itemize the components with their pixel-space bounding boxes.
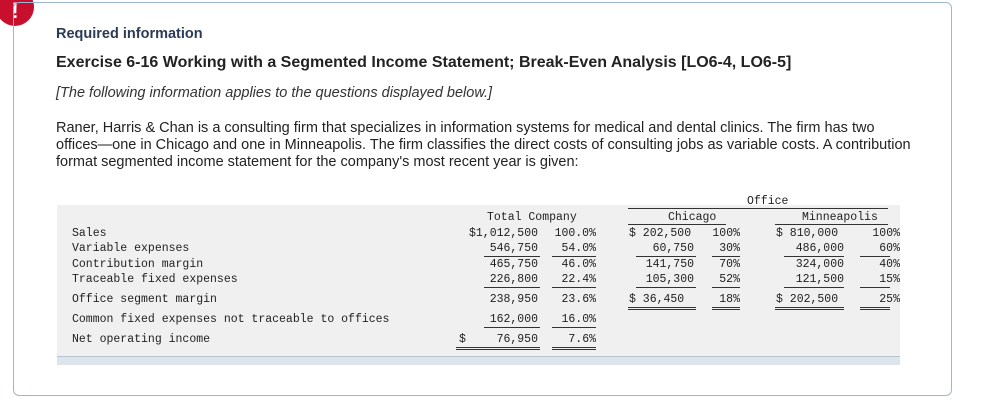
row-label: Common fixed expenses not traceable to offices <box>72 313 390 326</box>
total-percent: 16.0% <box>561 313 596 326</box>
exercise-title: Exercise 6-16 Working with a Segmented Income Statement; Break-Even Analysis [LO6-4, LO6-5] <box>56 54 792 71</box>
underline <box>552 287 596 288</box>
total-value: $1,012,500 <box>468 227 538 240</box>
total-percent: 100.0% <box>554 227 596 240</box>
minneapolis-value: 486,000 <box>795 242 844 255</box>
double-underline <box>712 309 740 310</box>
total-percent: 46.0% <box>561 258 596 271</box>
chicago-header: Chicago <box>668 211 717 224</box>
chicago-percent: 70% <box>719 258 740 271</box>
double-underline <box>712 307 740 308</box>
underline <box>784 287 844 288</box>
chicago-header-rule <box>628 224 726 225</box>
office-header-rule <box>628 208 888 209</box>
underline <box>636 287 696 288</box>
chicago-value: $ 202,500 <box>629 227 692 240</box>
row-label: Variable expenses <box>72 242 190 255</box>
minneapolis-header: Minneapolis <box>802 211 878 224</box>
double-underline <box>456 349 540 350</box>
minneapolis-percent: 25% <box>879 293 900 306</box>
minneapolis-value: $ 202,500 <box>776 293 839 306</box>
total-percent: 7.6% <box>568 333 596 346</box>
minneapolis-percent: 100% <box>872 227 900 240</box>
row-label: Net operating income <box>72 333 211 346</box>
total-value: 238,950 <box>489 293 538 306</box>
minneapolis-percent: 40% <box>879 258 900 271</box>
minneapolis-value: 121,500 <box>795 273 844 286</box>
chicago-percent: 52% <box>719 273 740 286</box>
chicago-percent: 100% <box>712 227 740 240</box>
chicago-percent: 30% <box>719 242 740 255</box>
double-underline <box>860 309 890 310</box>
chicago-value: 105,300 <box>645 273 694 286</box>
row-label: Office segment margin <box>72 293 217 306</box>
double-underline <box>775 309 844 310</box>
total-percent: 23.6% <box>561 293 596 306</box>
row-label: Contribution margin <box>72 258 204 271</box>
total-percent: 22.4% <box>561 273 596 286</box>
problem-paragraph: Raner, Harris & Chan is a consulting firm that specializes in information systems for medical and dental clinics. The firm has two offices—one in Chicago and one in Minneapolis. The firm classifies the direct costs of consulting jobs as variable costs. A contribution format segmented income statement for the company's most recent year is given: <box>56 120 911 170</box>
underline <box>712 256 740 257</box>
chicago-value: 60,750 <box>652 242 694 255</box>
underline <box>712 287 740 288</box>
chicago-value: $ 36,450 <box>629 293 685 306</box>
double-underline <box>775 307 844 308</box>
table-bottom-bar <box>57 356 900 365</box>
total-value: 76,950 <box>496 333 538 346</box>
alert-icon: ! <box>0 0 34 26</box>
total-value: 162,000 <box>489 313 538 326</box>
minneapolis-header-rule <box>775 224 888 225</box>
underline <box>484 327 540 328</box>
double-underline <box>628 309 696 310</box>
double-underline <box>628 307 696 308</box>
total-value: 465,750 <box>489 258 538 271</box>
chicago-value: 141,750 <box>645 258 694 271</box>
required-information-heading: Required information <box>56 26 203 42</box>
row-label: Sales <box>72 227 107 240</box>
total-dollar-sign: $ <box>459 333 466 346</box>
double-underline <box>552 347 596 348</box>
underline <box>784 256 844 257</box>
underline <box>636 256 696 257</box>
office-header: Office <box>747 195 789 208</box>
minneapolis-percent: 15% <box>879 273 900 286</box>
total-value: 546,750 <box>489 242 538 255</box>
chicago-percent: 18% <box>719 293 740 306</box>
minneapolis-percent: 60% <box>879 242 900 255</box>
question-note: [The following information applies to the questions displayed below.] <box>56 85 493 101</box>
underline <box>552 256 596 257</box>
underline <box>484 256 540 257</box>
underline <box>860 256 890 257</box>
minneapolis-value: $ 810,000 <box>776 227 839 240</box>
minneapolis-value: 324,000 <box>795 258 844 271</box>
underline <box>860 287 890 288</box>
underline <box>484 287 540 288</box>
row-label: Traceable fixed expenses <box>72 273 238 286</box>
total-company-header: Total Company <box>487 211 577 224</box>
double-underline <box>860 307 890 308</box>
double-underline <box>456 347 540 348</box>
total-percent: 54.0% <box>561 242 596 255</box>
total-value: 226,800 <box>489 273 538 286</box>
double-underline <box>552 349 596 350</box>
underline <box>552 327 596 328</box>
